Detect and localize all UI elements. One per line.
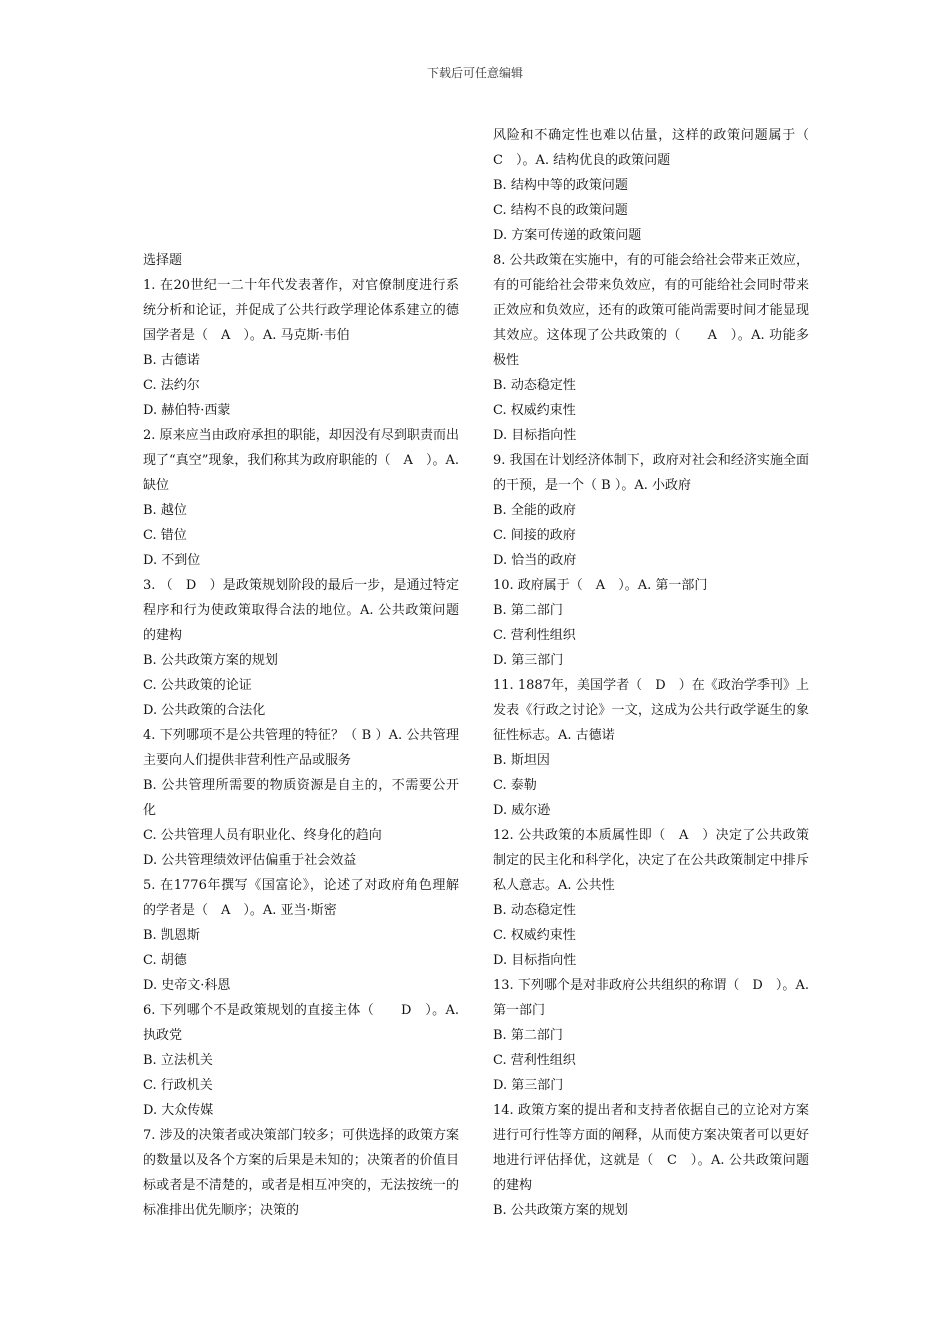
question-line: B. 动态稳定性: [493, 378, 576, 393]
question-line: 8. 公共政策在实施中，有的可能会给社会带来正效应，有的可能给社会带来负效应，有的可能给社会同时带来正效应和负效应，还有的政策可能尚需要时间才能显现其效应。这体现了公共政策的（ A ）。A. 功能多极性: [493, 253, 809, 368]
question-line: 10. 政府属于（ A ）。A. 第一部门: [493, 578, 708, 593]
question-line: C. 营利性组织: [493, 1053, 576, 1068]
question-line: C. 泰勒: [493, 778, 537, 793]
question-line: 12. 公共政策的本质属性即（ A ）决定了公共政策制定的民主化和科学化，决定了在公共政策制定中排斥私人意志。A. 公共性: [493, 828, 809, 893]
question-line: D. 恰当的政府: [493, 553, 577, 568]
right-question-list: [493, 123, 823, 1223]
question-line: C. 公共管理人员有职业化、终身化的趋向: [143, 828, 382, 843]
left-question-list: [143, 273, 459, 1223]
question-line: C. 权威约束性: [493, 403, 576, 418]
question-line: D. 大众传媒: [143, 1103, 214, 1118]
question-line: D. 第三部门: [493, 653, 564, 668]
question-line: C. 公共政策的论证: [143, 678, 252, 693]
question-line: D. 不到位: [143, 553, 201, 568]
question-line: B. 第二部门: [493, 1028, 563, 1043]
page-header: 下载后可任意编辑: [426, 66, 523, 80]
question-line: C. 行政机关: [143, 1078, 213, 1093]
question-line: 1. 在20世纪一二十年代发表著作，对官僚制度进行系统分析和论证，并促成了公共行政学理论体系建立的德国学者是（ A ）。A. 马克斯·韦伯: [143, 278, 459, 343]
question-line: C. 结构不良的政策问题: [493, 203, 628, 218]
question-line: D. 目标指向性: [493, 428, 577, 443]
question-line: B. 斯坦因: [493, 753, 550, 768]
question-line: C. 权威约束性: [493, 928, 576, 943]
question-line: 7. 涉及的决策者或决策部门较多；可供选择的政策方案的数量以及各个方案的后果是未知的；决策者的价值目标或者是不清楚的，或者是相互冲突的，无法按统一的标准排出优先顺序；决策的: [143, 1128, 459, 1218]
question-line: D. 公共政策的合法化: [143, 703, 266, 718]
question-line: D. 威尔逊: [493, 803, 551, 818]
question-line: C. 胡德: [143, 953, 187, 968]
question-line: 11. 1887年，美国学者（ D ）在《政治学季刊》上发表《行政之讨论》一文，这成为公共行政学诞生的象征性标志。A. 古德诺: [493, 678, 809, 743]
question-line: D. 方案可传递的政策问题: [493, 228, 642, 243]
question-line: B. 凯恩斯: [143, 928, 200, 943]
left-column: [143, 248, 459, 1223]
section-title: 选择题: [143, 253, 183, 268]
question-line: D. 目标指向性: [493, 953, 577, 968]
question-line: B. 全能的政府: [493, 503, 576, 518]
question-line: D. 第三部门: [493, 1078, 564, 1093]
question-line: B. 古德诺: [143, 353, 200, 368]
question-line: B. 立法机关: [143, 1053, 213, 1068]
question-line: B. 动态稳定性: [493, 903, 576, 918]
question-line: B. 公共管理所需要的物质资源是自主的，不需要公开化: [143, 778, 459, 818]
question-line: 3. （ D ）是政策规划阶段的最后一步，是通过特定程序和行为使政策取得合法的地位。A. 公共政策问题的建构: [143, 578, 459, 643]
question-line: D. 赫伯特·西蒙: [143, 403, 231, 418]
question-line: 4. 下列哪项不是公共管理的特征？（ B ）A. 公共管理主要向人们提供非营利性产品或服务: [143, 728, 459, 768]
question-line: B. 公共政策方案的规划: [493, 1203, 628, 1218]
question-line: 5. 在1776年撰写《国富论》，论述了对政府角色理解的学者是（ A ）。A. 亚当·斯密: [143, 878, 459, 918]
question-line: D. 公共管理绩效评估偏重于社会效益: [143, 853, 357, 868]
right-column: [493, 123, 823, 1223]
question-line: C. 法约尔: [143, 378, 200, 393]
question-line: C. 间接的政府: [493, 528, 576, 543]
question-line: B. 结构中等的政策问题: [493, 178, 628, 193]
question-line: B. 越位: [143, 503, 187, 518]
question-line: B. 公共政策方案的规划: [143, 653, 278, 668]
question-line: 9. 我国在计划经济体制下，政府对社会和经济实施全面的干预，是一个（ B ）。A. 小政府: [493, 453, 809, 493]
question-line: D. 史帝文·科恩: [143, 978, 231, 993]
question-line: C. 营利性组织: [493, 628, 576, 643]
question-line: 风险和不确定性也难以估量，这样的政策问题属于（ C ）。A. 结构优良的政策问题: [493, 128, 823, 168]
question-line: 6. 下列哪个不是政策规划的直接主体（ D ）。A. 执政党: [143, 1003, 459, 1043]
question-line: 13. 下列哪个是对非政府公共组织的称谓（ D ）。A. 第一部门: [493, 978, 809, 1018]
question-line: 14. 政策方案的提出者和支持者依据自己的立论对方案进行可行性等方面的阐释，从而使方案决策者可以更好地进行评估择优，这就是（ C ）。A. 公共政策问题的建构: [493, 1103, 809, 1193]
question-line: 2. 原来应当由政府承担的职能，却因没有尽到职责而出现了“真空”现象，我们称其为政府职能的（ A ）。A. 缺位: [143, 428, 459, 493]
question-line: C. 错位: [143, 528, 187, 543]
question-line: B. 第二部门: [493, 603, 563, 618]
